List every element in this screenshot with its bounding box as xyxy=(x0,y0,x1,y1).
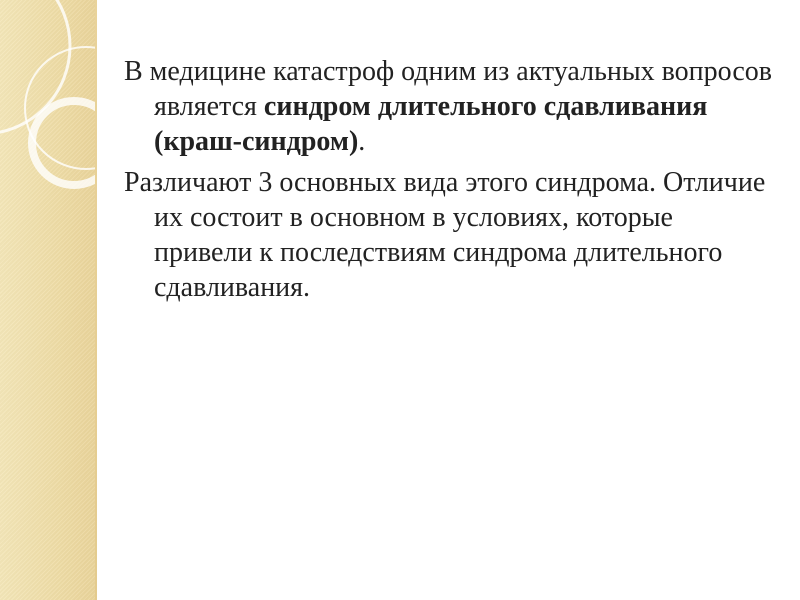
decorative-rings xyxy=(0,0,97,600)
decorative-side-panel xyxy=(0,0,97,600)
paragraph-crush-syndrome-intro xyxy=(124,54,774,159)
paragraph-crush-syndrome-tail: . xyxy=(358,126,366,157)
side-panel-divider xyxy=(95,0,97,600)
paragraph-syndrome-types: Различают 3 основных вида этого синдрома. Отличие их состоит в основном в условиях, которые привели к последствиям синдрома длительного сдавливания. xyxy=(124,167,766,303)
slide-text-content xyxy=(124,54,774,474)
decorative-ring-large xyxy=(0,0,70,134)
paragraph-crush-syndrome-bold: синдром длительного сдавливания (краш-синдром) xyxy=(154,91,708,157)
decorative-ring-small xyxy=(32,101,97,185)
paragraph-crush-syndrome-lead: В медицине катастроф одним из актуальных вопросов является xyxy=(124,56,773,122)
